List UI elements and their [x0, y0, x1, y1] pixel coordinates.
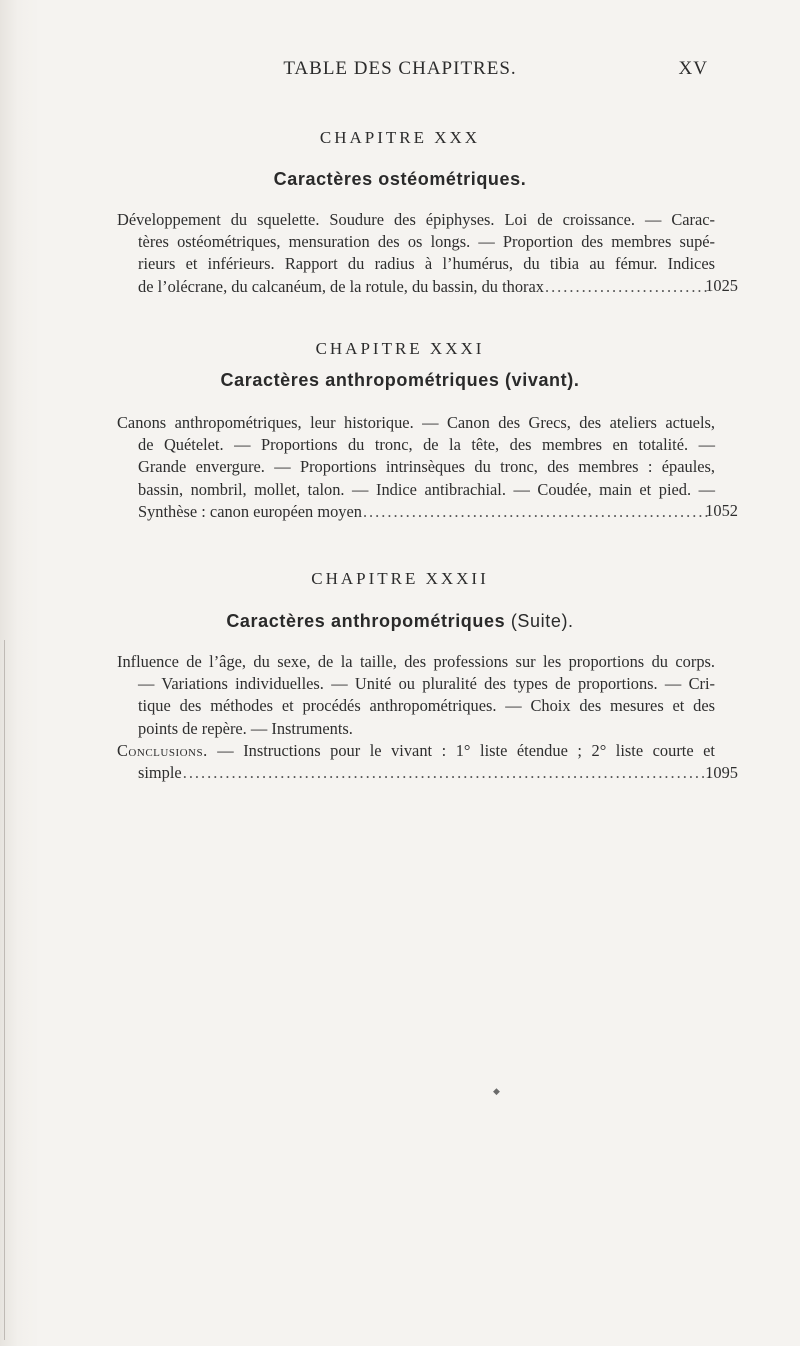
chapter-number: CHAPITRE XXXII [311, 569, 489, 588]
summary-line: Grande envergure. — Proportions intrinsèques du tronc, des membres : épaules, [138, 457, 715, 477]
chapter-title: Caractères anthropométriques (vivant). [220, 370, 580, 390]
ink-mark: ◆ [493, 1087, 500, 1097]
page-folio: XV [678, 58, 708, 79]
summary-line: rieurs et inférieurs. Rapport du radius à l’humérus, du tibia au fémur. Indices [138, 254, 715, 274]
chapter-title [0, 610, 800, 632]
chapter-summary [117, 209, 738, 298]
chapter-xxx [0, 128, 800, 148]
summary-line: de Quételet. — Proportions du tronc, de la tête, des membres en totalité. — [138, 435, 715, 455]
summary-line: simple [138, 762, 182, 782]
chapter-xxxi [0, 339, 800, 359]
summary-line-with-leader [117, 276, 715, 298]
chapter-title: Caractères ostéométriques. [273, 169, 527, 189]
summary-line: tères ostéométriques, mensuration des os longs. — Proportion des membres supé- [138, 232, 715, 252]
chapter-number: CHAPITRE XXX [319, 128, 481, 147]
dot-leader [183, 762, 711, 784]
summary-line-with-leader [117, 762, 715, 784]
chapter-title-suffix: (Suite). [510, 611, 574, 631]
summary-line: tique des méthodes et procédés anthropométriques. — Choix des mesures et des [138, 696, 715, 716]
conclusions-line [117, 740, 715, 762]
chapter-summary [117, 412, 738, 523]
chapter-number: CHAPITRE XXXI [315, 339, 485, 358]
page-reference: 1025 [705, 276, 738, 295]
page-edge-shadow [4, 640, 5, 1340]
summary-line: Développement du squelette. Soudure des épiphyses. Loi de croissance. — Carac- [117, 210, 715, 229]
chapter-xxxii [0, 569, 800, 589]
conclusions-text: — Instructions pour le vivant : 1° liste étendue ; 2° liste courte et [207, 740, 715, 760]
conclusions-label: Conclusions. [117, 740, 208, 760]
page-reference: 1052 [705, 501, 738, 520]
chapter-title-main: Caractères anthropométriques [226, 611, 506, 631]
summary-line: — Variations individuelles. — Unité ou pluralité des types de proportions. — Cri- [138, 674, 715, 694]
dot-leader [363, 501, 711, 523]
running-head [0, 58, 800, 82]
summary-line: bassin, nombril, mollet, talon. — Indice antibrachial. — Coudée, main et pied. — [138, 479, 715, 499]
running-head-title: TABLE DES CHAPITRES. [283, 58, 517, 79]
page-reference: 1095 [705, 763, 738, 782]
summary-line: Synthèse : canon européen moyen [138, 501, 362, 521]
summary-line: Canons anthropométriques, leur historique. — Canon des Grecs, des ateliers actuels, [117, 413, 715, 432]
summary-line: Influence de l’âge, du sexe, de la taille, des professions sur les proportions du corps. [117, 652, 715, 671]
dot-leader [545, 276, 711, 298]
summary-line-with-leader [117, 501, 715, 523]
summary-line: points de repère. — Instruments. [138, 718, 353, 738]
chapter-summary [117, 651, 738, 784]
summary-line: de l’olécrane, du calcanéum, de la rotule, du bassin, du thorax [138, 276, 544, 296]
